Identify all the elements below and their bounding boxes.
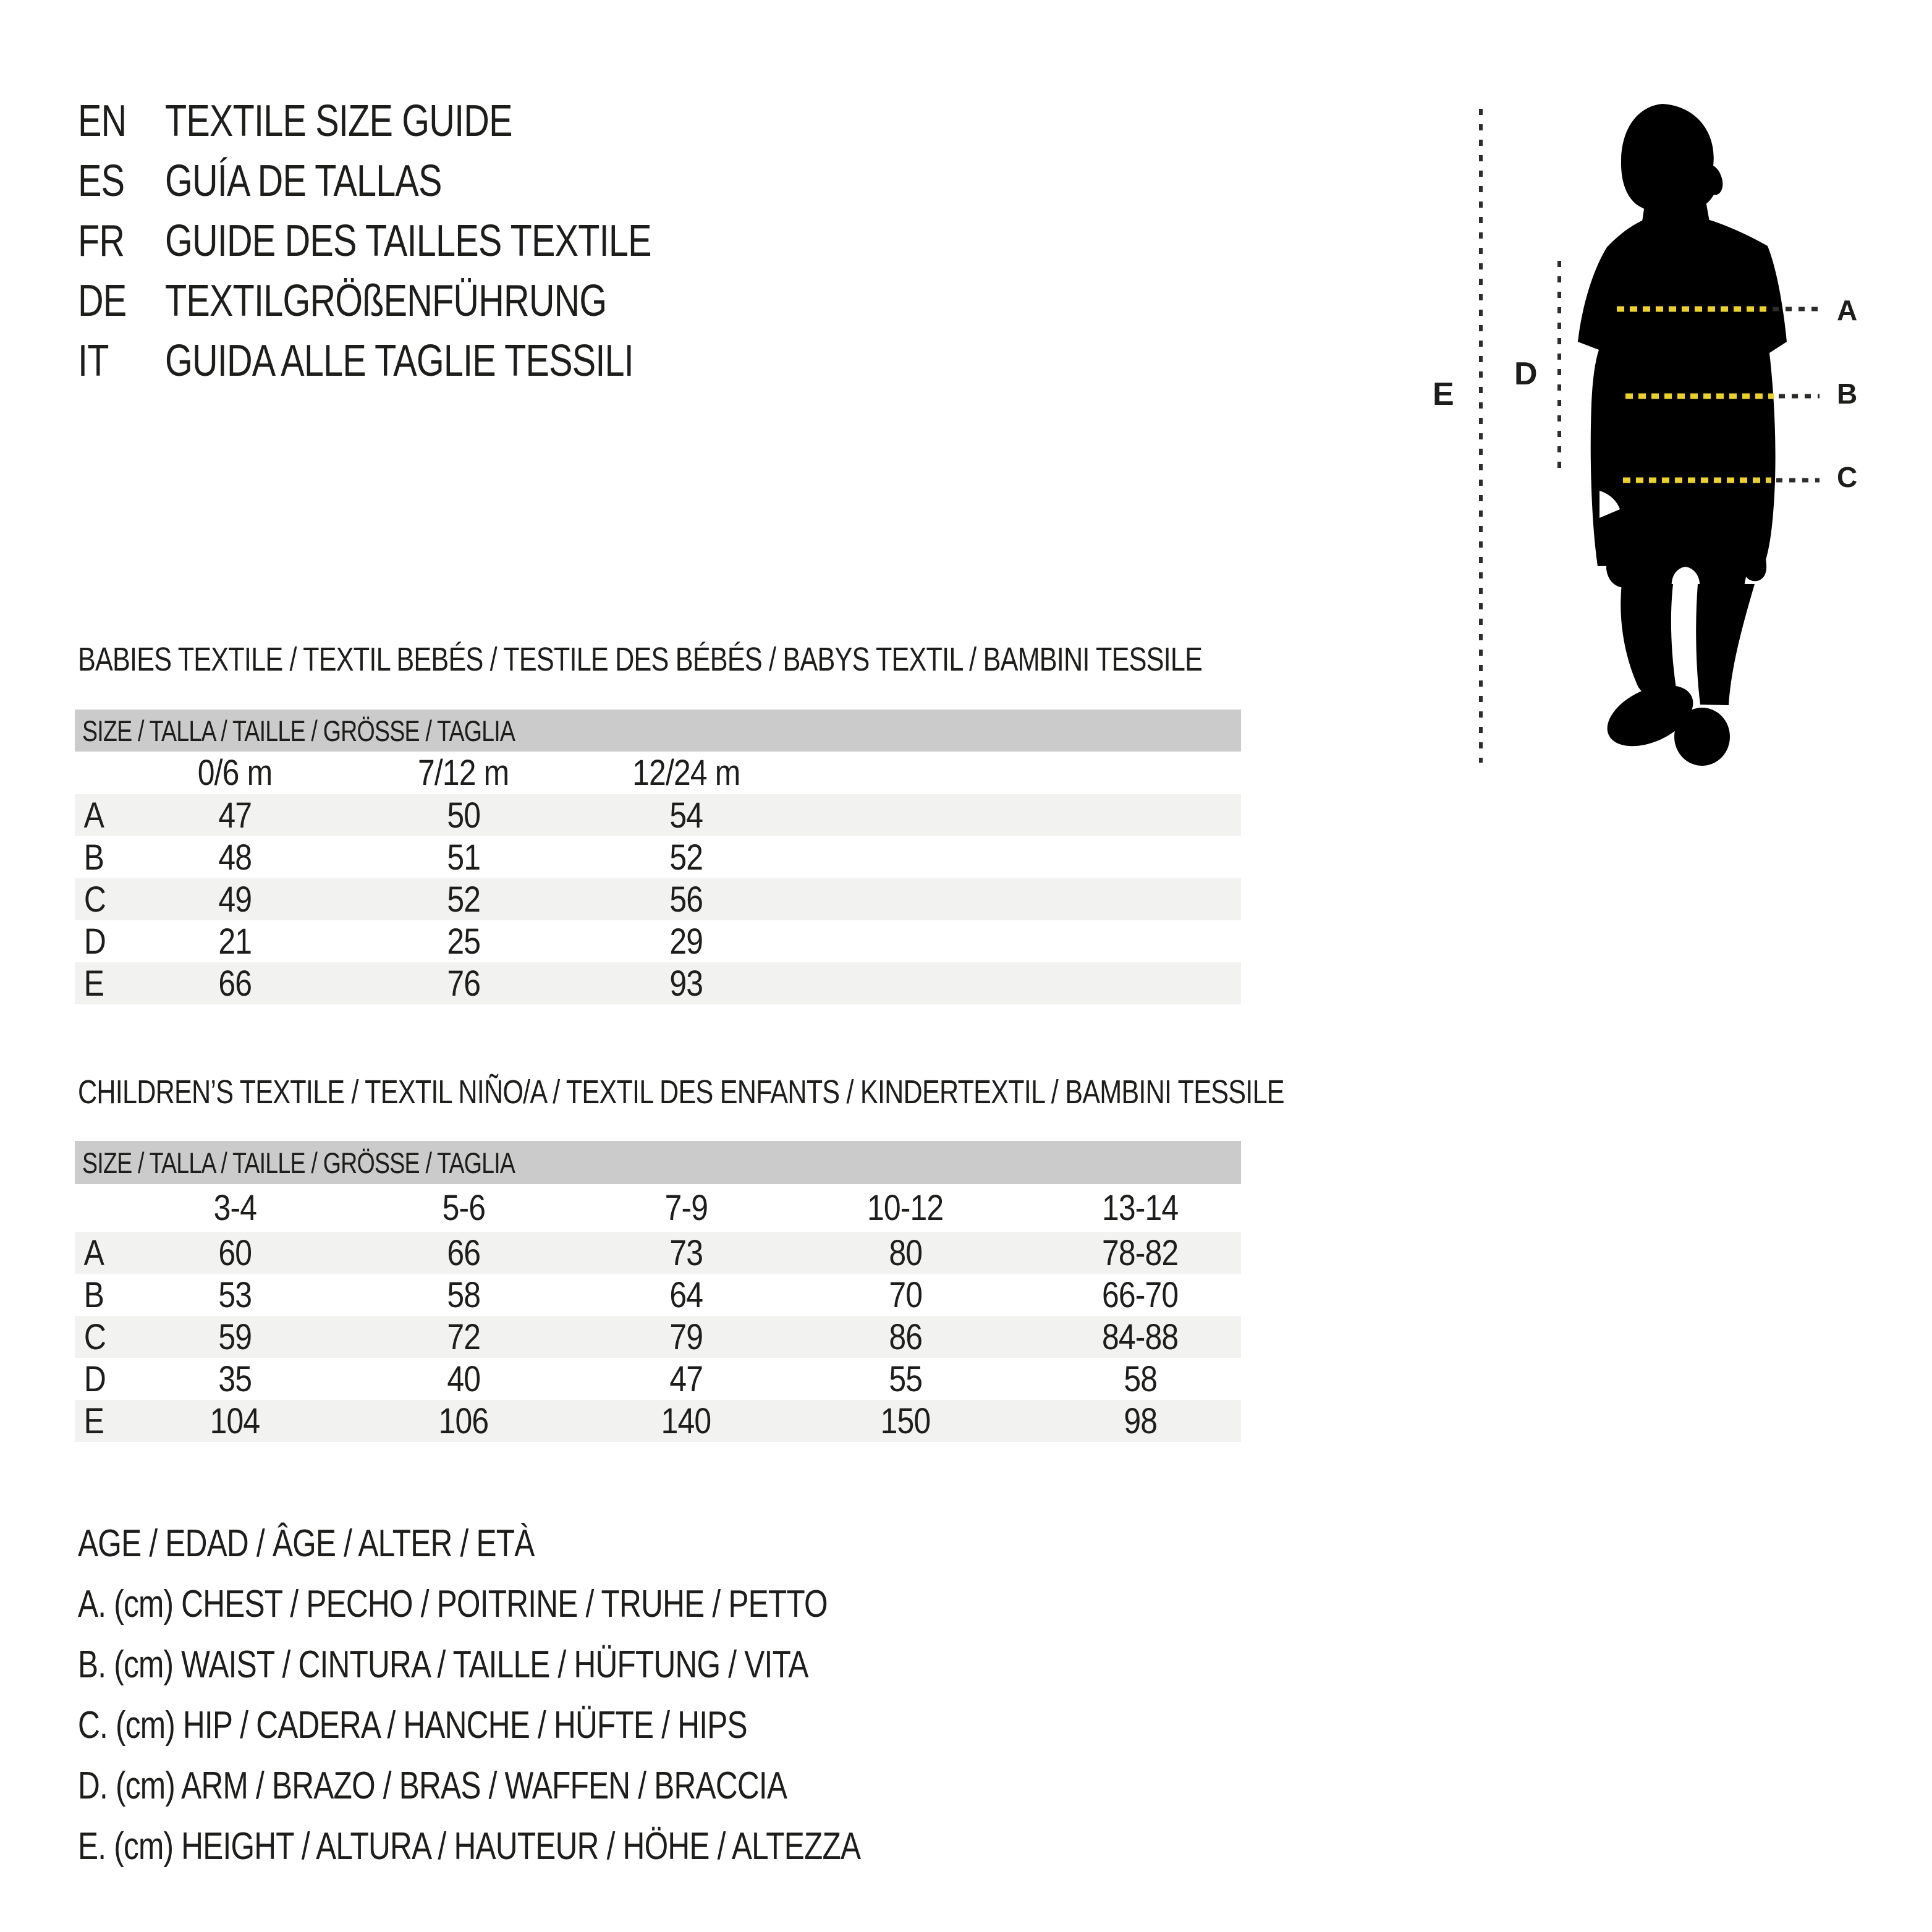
table-cell	[593, 836, 779, 878]
legend-waist	[78, 1643, 991, 1686]
silhouette-right-leg	[1696, 584, 1755, 705]
babies-col-header	[142, 752, 328, 794]
lang-title-it	[165, 336, 750, 386]
cell-text: 56	[669, 879, 703, 920]
lang-code-en	[78, 96, 138, 146]
col-header-text: 0/6 m	[197, 753, 273, 793]
silhouette-head	[1621, 104, 1722, 215]
silhouette-right-shoe	[1674, 708, 1730, 766]
legend-text: A. (cm) CHEST / PECHO / POITRINE / TRUHE / PETTO	[78, 1583, 828, 1625]
lang-title-text: TEXTILE SIZE GUIDE	[165, 96, 512, 146]
row-label	[82, 794, 106, 836]
cell-text: 59	[218, 1316, 252, 1357]
babies-row-A	[75, 794, 1241, 836]
table-cell	[371, 794, 556, 836]
cell-text: 76	[447, 963, 480, 1004]
row-label	[82, 836, 106, 878]
row-label-text: A	[83, 1232, 104, 1273]
table-cell	[371, 836, 556, 878]
row-label-text: D	[83, 1358, 106, 1399]
lang-title-es	[165, 156, 511, 206]
babies-section-heading	[78, 643, 1483, 676]
children-heading-text: CHILDREN’S TEXTILE / TEXTIL NIÑO/A / TEXTIL DES ENFANTS / KINDERTEXTIL / BAMBINI TESSILE	[78, 1074, 1284, 1111]
row-label-text: A	[83, 795, 104, 836]
table-cell	[593, 920, 779, 962]
babies-row-B	[75, 836, 1241, 878]
cell-text: 51	[447, 837, 480, 878]
cell-text: 84-88	[1102, 1316, 1179, 1357]
children-row-E	[75, 1400, 1241, 1442]
babies-size-header-text: SIZE / TALLA / TAILLE / GRÖSSE / TAGLIA	[82, 714, 515, 747]
table-cell	[593, 1274, 779, 1316]
cell-text: 79	[669, 1316, 703, 1357]
lang-code-text: IT	[78, 336, 109, 386]
col-header-text: 13-14	[1102, 1188, 1179, 1228]
silhouette-shorts	[1606, 555, 1766, 588]
legend-age	[78, 1522, 648, 1565]
cell-text: 93	[669, 963, 703, 1004]
cell-text: 35	[218, 1358, 252, 1399]
legend-text: B. (cm) WAIST / CINTURA / TAILLE / HÜFTUNG / VITA	[78, 1643, 808, 1686]
table-cell	[813, 1400, 998, 1442]
cell-text: 25	[447, 921, 480, 962]
table-cell	[142, 794, 328, 836]
table-cell	[813, 1274, 998, 1316]
cell-text: 104	[210, 1400, 260, 1441]
table-cell	[371, 1274, 556, 1316]
children-size-header-bar	[75, 1141, 1241, 1184]
table-cell	[593, 1358, 779, 1400]
table-cell	[371, 920, 556, 962]
table-cell	[813, 1232, 998, 1274]
cell-text: 58	[447, 1274, 480, 1315]
lang-title-fr	[165, 216, 773, 266]
legend-text: E. (cm) HEIGHT / ALTURA / HAUTEUR / HÖHE / ALTEZZA	[78, 1825, 861, 1868]
babies-col-header	[371, 752, 556, 794]
babies-row-C	[75, 878, 1241, 920]
children-size-header-text: SIZE / TALLA / TAILLE / GRÖSSE / TAGLIA	[82, 1146, 515, 1179]
cell-text: 21	[218, 921, 252, 962]
table-cell	[593, 962, 779, 1004]
table-cell	[371, 962, 556, 1004]
cell-text: 52	[669, 837, 703, 878]
table-cell	[371, 1358, 556, 1400]
col-header-text: 12/24 m	[632, 753, 740, 793]
row-label-text: E	[83, 963, 104, 1004]
legend-chest	[78, 1585, 1015, 1624]
children-row-B	[75, 1274, 1241, 1316]
figure-label-B: B	[1837, 378, 1858, 410]
babies-row-E	[75, 962, 1241, 1004]
figure-label-C: C	[1837, 461, 1858, 493]
children-section-heading	[78, 1075, 1586, 1109]
lang-title-text: GUIDE DES TAILLES TEXTILE	[165, 216, 651, 266]
babies-row-D	[75, 920, 1241, 962]
row-label	[82, 920, 108, 962]
legend-text: C. (cm) HIP / CADERA / HANCHE / HÜFTE / HIPS	[78, 1704, 747, 1747]
table-cell	[1048, 1400, 1233, 1442]
row-label	[82, 1316, 108, 1358]
row-label-text: B	[83, 1274, 104, 1315]
table-cell	[1048, 1358, 1233, 1400]
cell-text: 150	[880, 1400, 931, 1441]
children-col-header	[371, 1184, 556, 1232]
cell-text: 58	[1124, 1358, 1157, 1399]
cell-text: 73	[669, 1232, 703, 1273]
row-label	[82, 878, 108, 920]
table-cell	[142, 962, 328, 1004]
figure-label-A: A	[1837, 294, 1858, 326]
table-cell	[142, 878, 328, 920]
cell-text: 98	[1124, 1400, 1157, 1441]
table-cell	[142, 1316, 328, 1358]
lang-code-fr	[78, 216, 136, 266]
table-cell	[1048, 1232, 1233, 1274]
row-label	[82, 1358, 108, 1400]
size-measurement-diagram	[1415, 93, 1870, 773]
children-row-C	[75, 1316, 1241, 1358]
table-cell	[371, 1316, 556, 1358]
cell-text: 60	[218, 1232, 252, 1273]
col-header-text: 3-4	[213, 1188, 256, 1228]
cell-text: 140	[661, 1400, 711, 1441]
lang-title-de	[165, 276, 717, 326]
table-cell	[142, 1358, 328, 1400]
cell-text: 106	[438, 1400, 489, 1441]
table-cell	[593, 1400, 779, 1442]
col-header-text: 7-9	[664, 1188, 708, 1228]
lang-code-de	[78, 276, 138, 326]
cell-text: 47	[669, 1358, 703, 1399]
babies-col-header	[593, 752, 779, 794]
cell-text: 52	[447, 879, 480, 920]
lang-title-text: GUÍA DE TALLAS	[165, 156, 442, 206]
table-cell	[593, 878, 779, 920]
cell-text: 66	[218, 963, 252, 1004]
row-label-text: C	[83, 1316, 106, 1357]
legend-height	[78, 1825, 1056, 1868]
cell-text: 47	[218, 795, 252, 836]
legend-hip	[78, 1706, 914, 1745]
lang-title-text: TEXTILGRÖßENFÜHRUNG	[165, 276, 607, 326]
table-cell	[371, 878, 556, 920]
babies-column-header-row	[75, 752, 1241, 794]
cell-text: 55	[889, 1358, 922, 1399]
table-cell	[593, 1232, 779, 1274]
table-cell	[142, 836, 328, 878]
cell-text: 80	[889, 1232, 922, 1273]
cell-text: 54	[669, 795, 703, 836]
table-cell	[813, 1316, 998, 1358]
cell-text: 66-70	[1102, 1274, 1179, 1315]
lang-code-es	[78, 156, 136, 206]
cell-text: 86	[889, 1316, 922, 1357]
silhouette-left-leg	[1621, 584, 1677, 695]
cell-text: 50	[447, 795, 480, 836]
babies-size-header-bar	[75, 710, 1241, 752]
lang-code-text: EN	[78, 96, 127, 146]
cell-text: 49	[218, 879, 252, 920]
col-header-text: 7/12 m	[418, 753, 509, 793]
children-col-header	[142, 1184, 328, 1232]
children-row-D	[75, 1358, 1241, 1400]
lang-title-en	[165, 96, 599, 146]
row-label-text: C	[83, 879, 106, 920]
table-cell	[371, 1400, 556, 1442]
cell-text: 64	[669, 1274, 703, 1315]
cell-text: 66	[447, 1232, 480, 1273]
table-cell	[593, 794, 779, 836]
row-label-text: E	[83, 1400, 104, 1441]
row-label-text: D	[83, 921, 106, 962]
children-col-header	[1048, 1184, 1233, 1232]
table-cell	[593, 1316, 779, 1358]
children-row-A	[75, 1232, 1241, 1274]
row-label	[82, 962, 106, 1004]
children-col-header	[593, 1184, 779, 1232]
row-label	[82, 1274, 106, 1316]
col-header-text: 10-12	[867, 1188, 944, 1228]
table-cell	[142, 920, 328, 962]
table-cell	[142, 1232, 328, 1274]
cell-text: 70	[889, 1274, 922, 1315]
children-column-header-row	[75, 1184, 1241, 1232]
lang-code-text: DE	[78, 276, 127, 326]
babies-heading-text: BABIES TEXTILE / TEXTIL BEBÉS / TESTILE DES BÉBÉS / BABYS TEXTIL / BAMBINI TESSILE	[78, 641, 1203, 678]
cell-text: 29	[669, 921, 703, 962]
lang-code-it	[78, 336, 116, 386]
row-label	[82, 1400, 106, 1442]
legend-arm	[78, 1767, 964, 1805]
table-cell	[1048, 1274, 1233, 1316]
cell-text: 53	[218, 1274, 252, 1315]
cell-text: 78-82	[1102, 1232, 1179, 1273]
table-cell	[813, 1358, 998, 1400]
row-label	[82, 1232, 106, 1274]
figure-label-D: D	[1514, 356, 1538, 392]
lang-code-text: ES	[78, 156, 125, 206]
table-cell	[371, 1232, 556, 1274]
row-label-text: B	[83, 837, 104, 878]
col-header-text: 5-6	[442, 1188, 485, 1228]
table-cell	[142, 1400, 328, 1442]
figure-label-E: E	[1433, 376, 1454, 412]
legend-text: D. (cm) ARM / BRAZO / BRAS / WAFFEN / BRACCIA	[78, 1765, 787, 1807]
table-cell	[1048, 1316, 1233, 1358]
cell-text: 48	[218, 837, 252, 878]
children-col-header	[813, 1184, 998, 1232]
legend-text: AGE / EDAD / ÂGE / ALTER / ETÀ	[78, 1522, 535, 1565]
cell-text: 40	[447, 1358, 480, 1399]
lang-title-text: GUIDA ALLE TAGLIE TESSILI	[165, 336, 633, 386]
cell-text: 72	[447, 1316, 480, 1357]
lang-code-text: FR	[78, 216, 125, 266]
table-cell	[142, 1274, 328, 1316]
